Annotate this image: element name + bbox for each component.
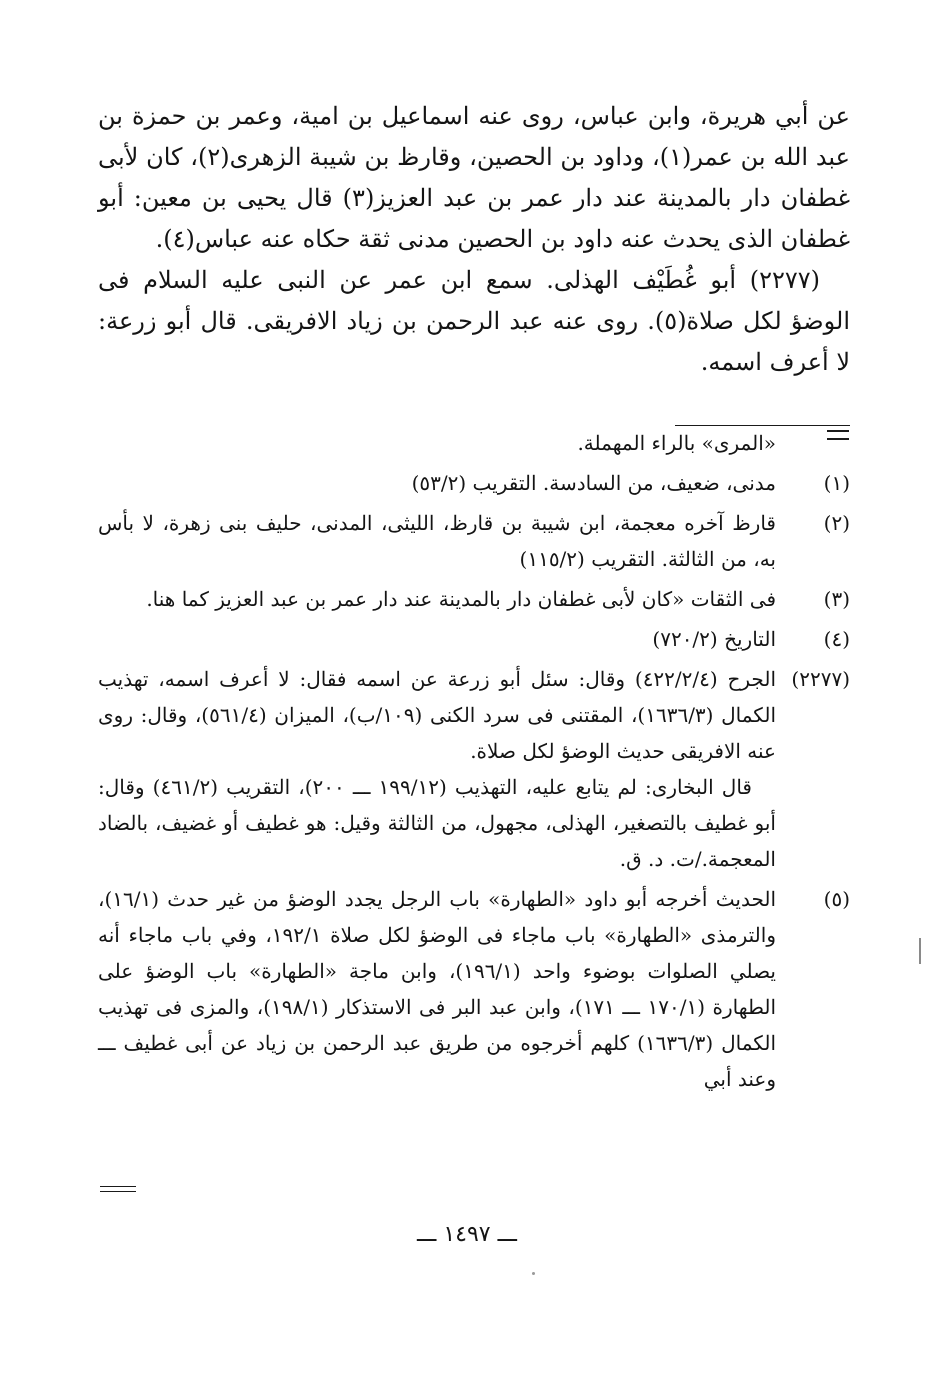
main-paragraph-2: (٢٢٧٧) أبو غُطَيْف الهذلى. سمع ابن عمر عن النبى عليه السلام فى الوضؤ لكل صلاة(٥). روى عنه عبد الرحمن بن زياد الافريقى. قال أبو زرعة: لا أعرف اسمه. bbox=[98, 266, 850, 376]
footnote-paragraph: مدنى، ضعيف، من السادسة. التقريب (٥٣/٢) bbox=[411, 471, 776, 495]
footnote-number: (٤) bbox=[823, 627, 850, 651]
footnote-4 bbox=[98, 621, 850, 657]
footnote-paragraph: قال البخارى: لم يتابع عليه، التهذيب (١٩٩/١٢ ـــ ٢٠٠)، التقريب (٤٦١/٢) وقال: أبو غطيف بالتصغير، الهذلى، مجهول، من الثالثة وقيل: هو غطيف أو غضيف، بالضاد المعجمة./ت. د. ق. bbox=[98, 775, 776, 871]
page-number: ـــ ١٤٩٧ ـــ bbox=[417, 1222, 517, 1247]
main-paragraph-1: عن أبي هريرة، وابن عباس، روى عنه اسماعيل بن امية، وعمر بن حمزة بن عبد الله بن عمر(١)، وداود بن الحصين، وقارظ بن شيبة الزهرى(٢)، كان لأبى غطفان دار بالمدينة عند دار عمر بن عبد العزيز(٣) قال يحيى بن معين: أبو غطفان الذى يحدث عنه داود بن الحصين مدنى ثقة حكاه عنه عباس(٤). bbox=[98, 102, 850, 253]
footnote-continuation: «المرى» بالراء المهملة. bbox=[577, 431, 776, 455]
margin-mark bbox=[919, 938, 921, 964]
footnote-paragraph: قارظ آخره معجمة، ابن شيبة بن قارظ، الليثى، المدنى، حليف بنى زهرة، لا بأس به، من الثالثة. التقريب (١١٥/٢) bbox=[98, 511, 776, 571]
footnote-text bbox=[98, 621, 776, 657]
footnote-text bbox=[98, 505, 776, 577]
scan-speck bbox=[532, 1272, 535, 1275]
footnotes-section bbox=[98, 425, 850, 1101]
footnote-2 bbox=[98, 505, 850, 577]
footnote-5 bbox=[98, 881, 850, 1097]
footnote-1 bbox=[98, 465, 850, 501]
footnote-paragraph: التاريخ (٧٢٠/٢) bbox=[652, 627, 776, 651]
footnote-number: (٢) bbox=[823, 511, 850, 535]
catchword-underline bbox=[100, 1186, 136, 1192]
footnote-paragraph: فى الثقات «كان لأبى غطفان دار بالمدينة عند دار عمر بن عبد العزيز كما هنا. bbox=[146, 587, 776, 611]
footnote-paragraph: الحديث أخرجه أبو داود «الطهارة» باب الرجل يجدد الوضؤ من غير حدث (١٦/١)، والترمذى «الطهارة» باب ماجاء فى الوضؤ لكل صلاة ١٩٢/١، وفي باب ماجاء أنه يصلي الصلوات بوضوء واحد (١٩٦/١)، وابن ماجة «الطهارة» باب الوضؤ على الطهارة (١٧٠/١ ـــ ١٧١)، وابن عبد البر فى الاستذكار (١٩٨/١)، والمزى فى تهذيب الكمال (١٦٣٦/٣) كلهم أخرجوه من طريق عبد الرحمن بن زياد عن أبى غطيف ـــ وعند أبي bbox=[98, 887, 777, 1091]
footnote-number: (٥) bbox=[823, 887, 850, 911]
footnote-paragraph: الجرح (٤٢٢/٢/٤) وقال: سئل أبو زرعة عن اسمه فقال: لا أعرف اسمه، تهذيب الكمال (١٦٣٦/٣)، المقتنى فى سرد الكنى (١٠٩/ب)، الميزان (٥٦١/٤)، وقال: روى عنه الافريقى حديث الوضؤ لكل صلاة. bbox=[98, 667, 777, 763]
main-text-body bbox=[98, 96, 850, 383]
footnote-text bbox=[98, 661, 776, 877]
footnote-number: (٣) bbox=[823, 587, 850, 611]
footnote-text bbox=[98, 581, 776, 617]
footnote-number: (١) bbox=[823, 471, 850, 495]
footnote-number: (٢٢٧٧) bbox=[791, 667, 850, 691]
footnote-text bbox=[98, 881, 776, 1097]
footnote-2277 bbox=[98, 661, 850, 877]
footnote-text bbox=[98, 465, 776, 501]
footnote-3 bbox=[98, 581, 850, 617]
